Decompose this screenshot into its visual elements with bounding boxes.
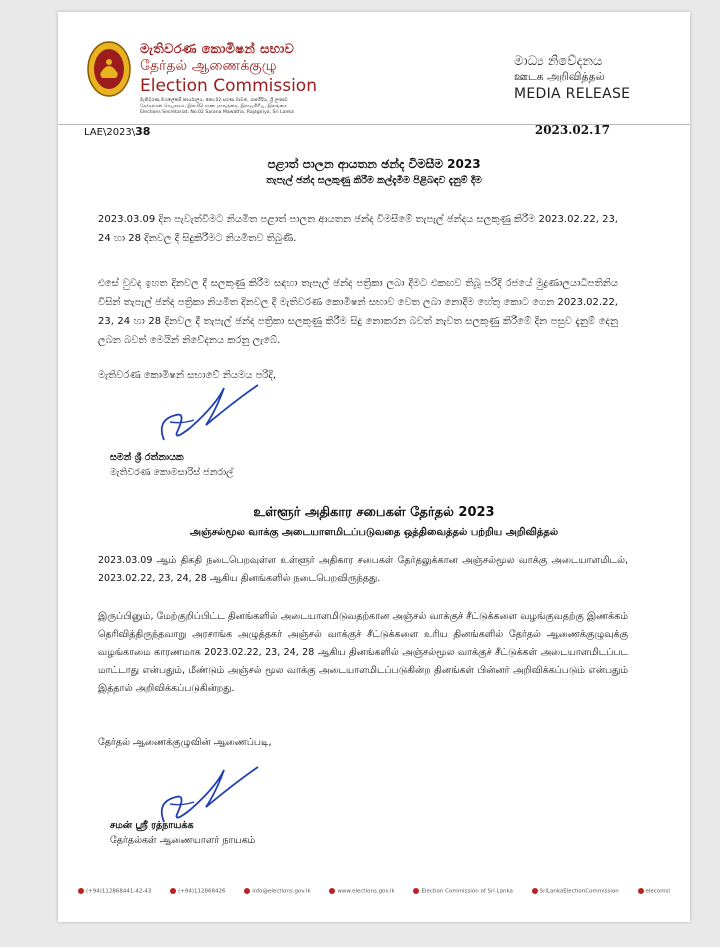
footer-email[interactable] (244, 888, 310, 895)
reference-prefix: LAE\2023\ (84, 127, 136, 138)
media-release-page (58, 12, 690, 922)
footer-facebook-text[interactable]: Election Commission of Sri Lanka (421, 888, 513, 895)
address-english: Elections Secretariat, No.02 Sarana Mawatha, Rajagiriya, Sri Lanka (140, 110, 294, 115)
footer-fax-text: (+94)112868426 (178, 888, 226, 895)
signature-sinhala (146, 380, 266, 450)
address-sinhala: මැතිවරණ මහලේකම් කාර්යාලය, නො.02 සරණ මාවත, රාජගිරිය, ශ්‍රී ලංකාව (140, 98, 288, 103)
instagram-icon (532, 888, 538, 894)
twitter-icon (638, 888, 644, 894)
footer-fax (170, 888, 225, 895)
tamil-closing: தேர்தல் ஆணைக்குழுவின் ஆணைப்படி, (98, 737, 272, 748)
tamil-subtitle: அஞ்சல்மூல வாக்கு அடையாளமிடப்படுவதை ஒத்திவைத்தல் பற்றிய அறிவித்தல் (189, 527, 559, 538)
release-date: 2023.02.17 (534, 123, 610, 137)
footer-twitter[interactable] (638, 888, 670, 895)
reference-serial: 38 (135, 125, 151, 138)
sinhala-closing: මැතිවරණ කොමිෂන් සභාවේ නියමය පරිදි, (98, 370, 277, 381)
commission-name-block (140, 42, 390, 116)
media-release-english: MEDIA RELEASE (514, 86, 631, 102)
footer-phone-text: (+94)112868441-42-43 (86, 888, 152, 895)
footer-twitter-text[interactable]: elecomsl (645, 888, 670, 895)
sinhala-paragraph-2: එසේ වුවද ඉහත දිනවල දී සලකුණු කිරීම සඳහා තැපැල් ඡන්ද පත්‍රිකා ලබා දීමට එකඟව තිබූ පරිදි රජයේ මුද්‍රණාලයාධිපතිනිය විසින් තැපැල් ඡන්ද පත්‍රිකා නියමිත දිනවල දී මැතිවරණ කොමිෂන් සභාව වෙත ලබා නොදීම හේතු කොට ගෙන 2023.02.22, 23, 24 හා 28 දිනවල දී තැපැල් ඡන්ද පත්‍රිකා සලකුණු කිරීම සිදු නොකරන බවත් නැවත සලකුණු කිරීමේ දින පසුව දැනුම් දෙනු ලබන බවත් මෙයින් නිවේදනය කරනු ලැබේ. (98, 278, 618, 346)
media-release-label (514, 54, 654, 102)
facebook-icon (413, 888, 419, 894)
sinhala-paragraph-1: 2023.03.09 දින පැවැත්වීමට නියමිත පළාත් පාලන ආයතන ඡන්ද විමසීමේ තැපැල් ඡන්දය සලකුණු කිරීම 2023.02.22, 23, 24 හා 28 දිනවල දී සිදුකිරීමට නියමිතව තිබුණි. (98, 214, 618, 244)
commission-name-tamil: தேர்தல் ஆணைக்குழு (140, 58, 277, 74)
footer-web[interactable] (329, 888, 394, 895)
tamil-paragraph-2: இருப்பினும், மேற்குறிப்பிட்ட தினங்களில் அடையாளமிடுவதற்கான அஞ்சல் வாக்குச் சீட்டுக்களை வழங்குவதற்கு இணக்கம் தெரிவித்திருந்தவாறு அரசாங்க அழுத்தகர் அஞ்சல் வாக்குச் சீட்டுக்களை உரிய தினங்களில் தேர்தல் ஆணைக்குழுவுக்கு வழங்காமை காரணமாக 2023.02.22, 23, 24, 28 ஆகிய தினங்களில் அஞ்சல்மூல வாக்குச் சீட்டுக்கள் அடையாளமிடப்பட மாட்டாது என்பதும், மீண்டும் அஞ்சல் மூல வாக்கு அடையாளமிடப்படுகின்ற தினங்கள் பின்னர் அறிவிக்கப்படும் என்பதும் இத்தால் அறிவிக்கப்படுகின்றது. (98, 611, 628, 694)
contact-footer (78, 884, 670, 898)
footer-phone (78, 888, 151, 895)
phone-icon (78, 888, 84, 894)
tamil-signer-title: தேர்தல்கள் ஆணையாளர் நாயகம் (110, 835, 256, 846)
sinhala-subtitle: තැපැල් ඡන්ද සලකුණු කිරීම කල්දැමීම පිළිබඳව දැනුම් දීම (266, 175, 482, 186)
sinhala-title: පළාත් පාලන ආයතන ඡන්ද විමසීම 2023 (267, 157, 481, 171)
tamil-title: உள்ளூர் அதிகார சபைகள் தேர்தல் 2023 (253, 505, 495, 520)
footer-web-text[interactable]: www.elections.gov.lk (337, 888, 395, 895)
tamil-signer-block (110, 818, 255, 848)
address-block (140, 98, 390, 116)
tamil-paragraph-1: 2023.03.09 ஆம் திகதி நடைபெறவுள்ள உள்ளூர் அதிகார சபைகள் தேர்தலுக்கான அஞ்சல்மூல வாக்கு அடையாளமிடல், 2023.02.22, 23, 24, 28 ஆகிய தினங்களில் நடைபெறவிருந்தது. (98, 555, 628, 584)
tamil-signer-name: சமன் ஸ்ரீ ரத்நாயக்க (110, 820, 194, 831)
commission-name-sinhala: මැතිවරණ කොමිෂන් සභාව (140, 42, 295, 57)
footer-facebook[interactable] (413, 888, 512, 895)
commission-name-english: Election Commission (140, 76, 317, 96)
sinhala-signer-block (110, 450, 233, 480)
emblem-icon (86, 40, 132, 98)
footer-instagram-text[interactable]: SriLankaElectionCommission (539, 888, 619, 895)
email-icon (244, 888, 250, 894)
fax-icon (170, 888, 176, 894)
media-release-sinhala: මාධ්‍ය නිවේදනය (514, 54, 603, 69)
footer-instagram[interactable] (532, 888, 619, 895)
media-release-tamil: ஊடக அறிவித்தல் (514, 70, 605, 83)
sinhala-signer-name: සමන් ශ්‍රී රත්නායක (110, 452, 184, 463)
address-tamil: தேர்தல்கள் செயலகம், இல.02 சரண மாவத்தை, இராஜகிரிய, இலங்கை (140, 104, 288, 109)
footer-email-text[interactable]: info@elections.gov.lk (252, 888, 311, 895)
sinhala-signer-title: මැතිවරණ කොමසාරිස් ජනරාල් (110, 467, 234, 478)
globe-icon (329, 888, 335, 894)
reference-number (84, 125, 150, 138)
